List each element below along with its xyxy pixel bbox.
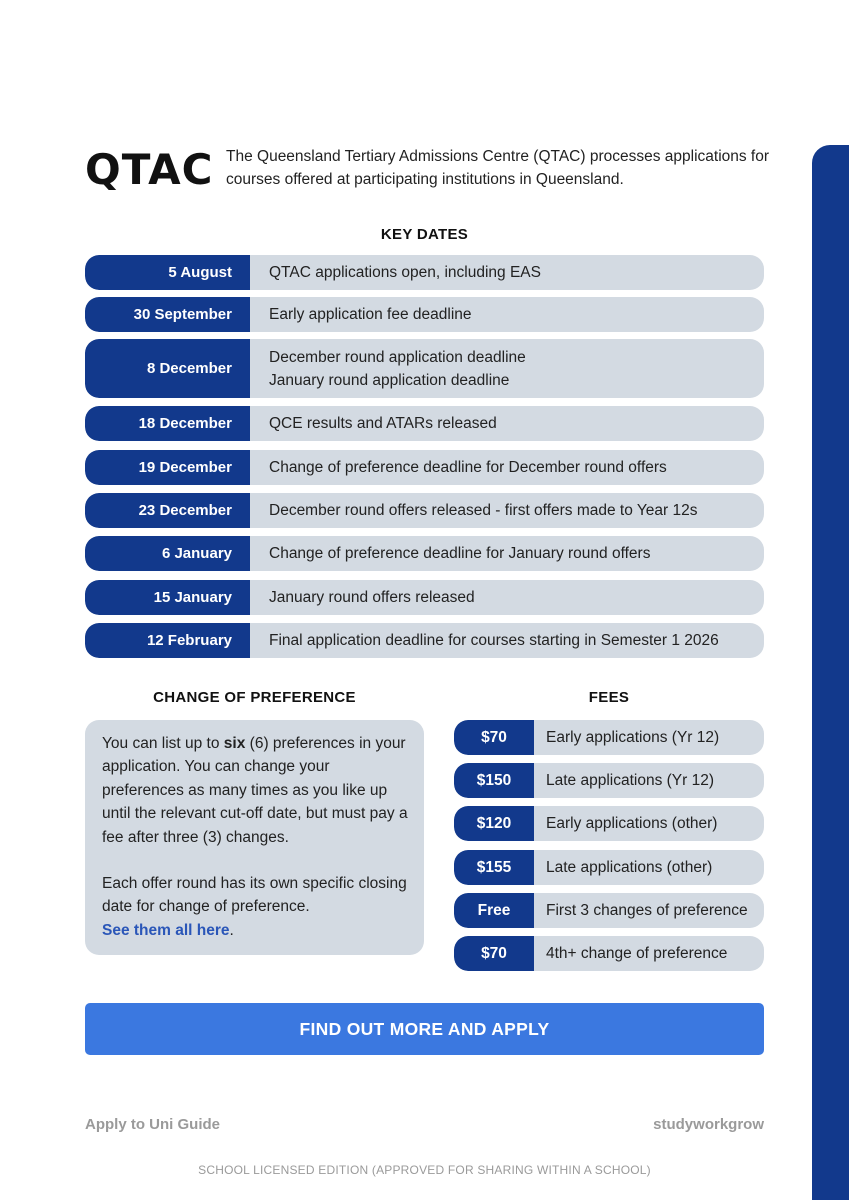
intro-text: The Queensland Tertiary Admissions Centre (QTAC) processes applications for courses offered at participating institutions in Queensland.	[226, 148, 770, 188]
fee-description: Early applications (Yr 12)	[546, 728, 720, 746]
fee-description: Late applications (Yr 12)	[546, 771, 715, 789]
key-date-row	[85, 406, 764, 441]
key-date-label: 15 January	[85, 580, 250, 615]
key-date-line: Early application fee deadline	[269, 306, 472, 323]
preference-text: (6) preferences in your application. You can change your preferences as many times as you like up until the relevant cut-off date, but must pay a fee after three (3) changes.	[102, 735, 408, 846]
fee-description: Late applications (other)	[546, 858, 713, 876]
key-date-line: QCE results and ATARs released	[269, 415, 497, 432]
see-them-all-link[interactable]: See them all here	[102, 921, 230, 939]
change-of-preference-title: CHANGE OF PREFERENCE	[153, 689, 356, 706]
link-suffix: .	[229, 921, 234, 939]
fee-amount: $70	[454, 720, 534, 755]
key-date-line: December round application deadline	[269, 348, 526, 366]
key-date-line: December round offers released - first offers made to Year 12s	[269, 502, 698, 519]
fee-row	[454, 936, 764, 971]
qtac-logo: QTAC	[85, 145, 214, 194]
fee-description: Early applications (other)	[546, 814, 718, 832]
offer-round-paragraph	[102, 872, 408, 942]
fee-amount: Free	[454, 893, 534, 928]
fee-description: First 3 changes of preference	[546, 901, 748, 919]
key-date-row	[85, 536, 764, 571]
key-date-row	[85, 623, 764, 658]
key-dates-title: KEY DATES	[380, 226, 469, 243]
key-date-label: 12 February	[85, 623, 250, 658]
key-date-line: Change of preference deadline for January round offers	[269, 545, 651, 562]
key-date-row	[85, 493, 764, 528]
key-date-label: 6 January	[85, 536, 250, 571]
fee-amount: $155	[454, 850, 534, 885]
key-date-row	[85, 255, 764, 290]
key-date-description	[269, 493, 754, 528]
key-date-description	[269, 406, 754, 441]
license-notice: SCHOOL LICENSED EDITION (APPROVED FOR SHARING WITHIN A SCHOOL)	[198, 1163, 651, 1177]
key-date-row	[85, 580, 764, 615]
key-date-row	[85, 297, 764, 332]
offer-round-text: Each offer round has its own specific closing date for change of preference.	[102, 875, 407, 916]
preference-paragraph	[102, 732, 408, 849]
fee-row	[454, 850, 764, 885]
key-date-label: 23 December	[85, 493, 250, 528]
fee-amount: $70	[454, 936, 534, 971]
footer-guide-title: Apply to Uni Guide	[85, 1116, 220, 1133]
key-date-description	[269, 623, 754, 658]
preference-text: You can list up to	[102, 735, 224, 752]
key-date-line: January round offers released	[269, 589, 475, 606]
footer-brand: studyworkgrow	[653, 1116, 764, 1133]
key-date-label: 18 December	[85, 406, 250, 441]
key-date-line: January round application deadline	[269, 371, 510, 389]
fee-row	[454, 763, 764, 798]
key-date-label: 5 August	[85, 255, 250, 290]
page-header	[85, 143, 785, 203]
key-date-label: 30 September	[85, 297, 250, 332]
key-date-label: 8 December	[85, 339, 250, 398]
fees-title: FEES	[588, 689, 630, 706]
key-date-description	[269, 580, 754, 615]
key-date-row	[85, 339, 764, 398]
fee-amount: $150	[454, 763, 534, 798]
side-decoration-bar	[812, 145, 849, 1200]
fee-amount: $120	[454, 806, 534, 841]
key-date-description	[269, 339, 754, 398]
key-date-description	[269, 255, 754, 290]
key-date-line: QTAC applications open, including EAS	[269, 264, 541, 281]
find-out-more-button[interactable]: FIND OUT MORE AND APPLY	[85, 1003, 764, 1055]
fee-row	[454, 893, 764, 928]
key-date-line: Change of preference deadline for December round offers	[269, 459, 667, 476]
key-date-line: Final application deadline for courses starting in Semester 1 2026	[269, 632, 719, 649]
fee-row	[454, 720, 764, 755]
preference-emphasis: six	[223, 735, 246, 752]
key-date-row	[85, 450, 764, 485]
key-date-description	[269, 297, 754, 332]
key-date-description	[269, 536, 754, 571]
fee-description: 4th+ change of preference	[546, 944, 728, 962]
key-date-label: 19 December	[85, 450, 250, 485]
key-date-description	[269, 450, 754, 485]
change-of-preference-box	[85, 720, 424, 955]
fee-row	[454, 806, 764, 841]
